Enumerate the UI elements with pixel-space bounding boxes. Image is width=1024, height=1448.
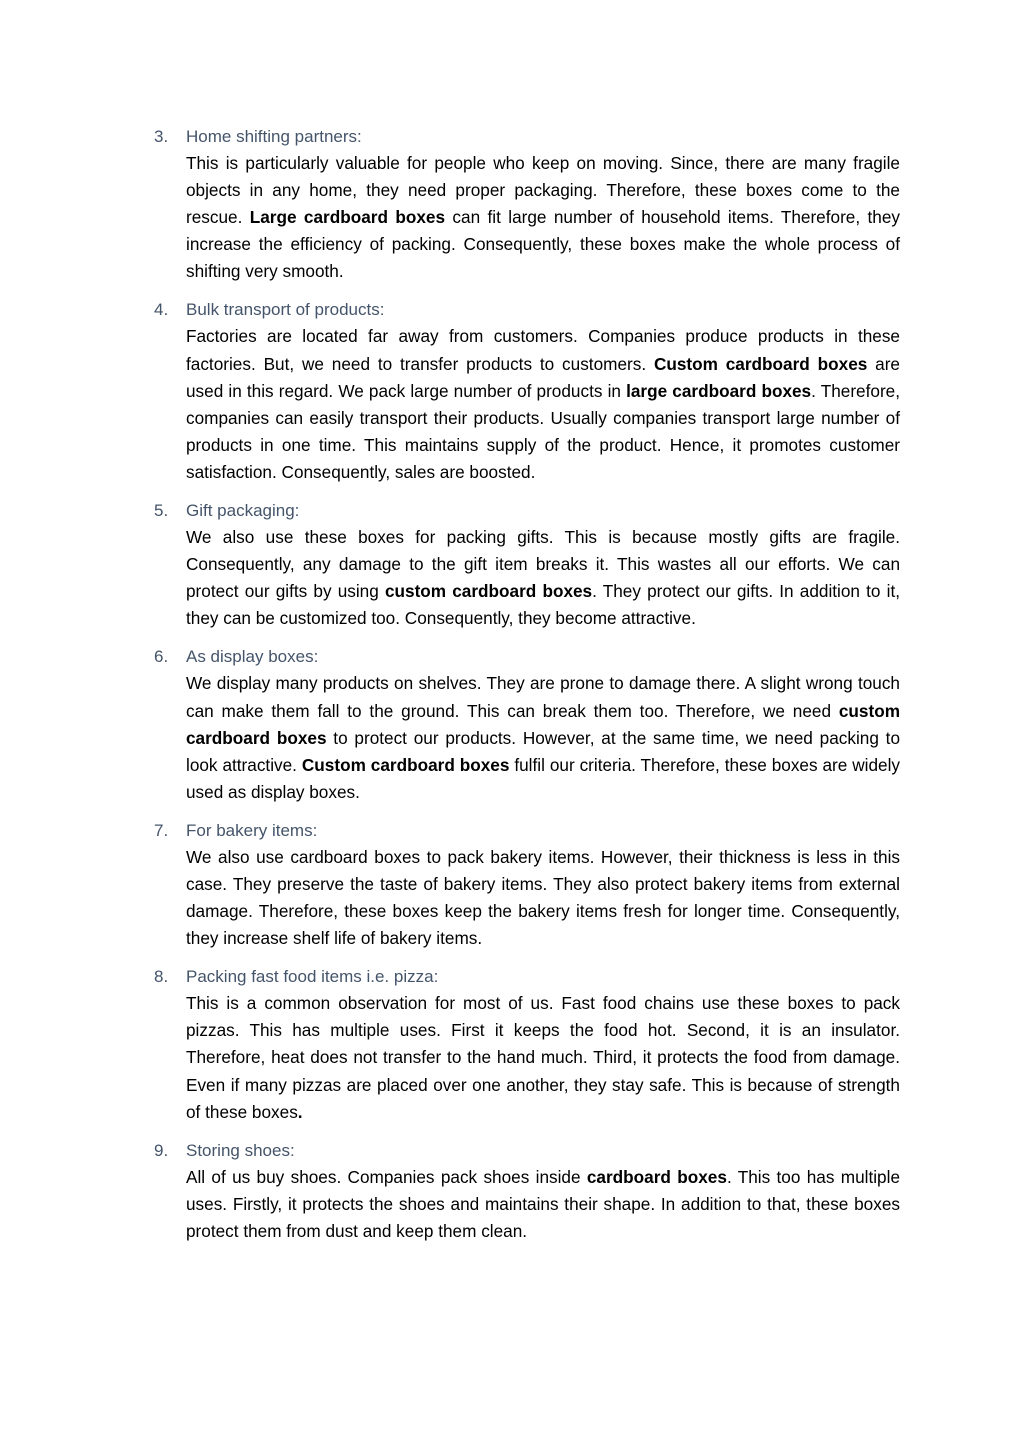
list-item-number: 4.	[154, 300, 169, 320]
paragraph-text: . This too has multiple uses. Firstly, it protects the shoes and maintains their shape. In addition to that, these boxes protect them from dust and keep them clean.	[186, 1166, 900, 1241]
list-item-heading: Storing shoes:	[186, 1140, 295, 1160]
list-item	[154, 123, 900, 285]
list-item-number: 7.	[154, 820, 169, 840]
list-item-paragraph	[186, 323, 900, 486]
paragraph-text: This is particularly valuable for people who keep on moving. Since, there are many fragile objects in any home, they need proper packaging. Therefore, these boxes come to the rescue.	[186, 153, 900, 228]
paragraph-text: . They protect our gifts. In addition to it, they can be customized too. Consequently, they become attractive.	[186, 581, 900, 629]
paragraph-text: We display many products on shelves. They are prone to damage there. A slight wrong touch can make them fall to the ground. This can break them too. Therefore, we need	[186, 673, 900, 721]
paragraph-text: We also use cardboard boxes to pack bakery items. However, their thickness is less in this case. They preserve the taste of bakery items. They also protect bakery items from external damage. Therefore, these boxes keep the bakery items fresh for longer time. Consequently, they increase shelf life of bakery items.	[186, 846, 900, 949]
paragraph-text: are used in this regard. We pack large number of products in	[186, 353, 900, 401]
list-item-heading: As display boxes:	[186, 647, 319, 667]
list-item-paragraph	[186, 150, 900, 285]
list-item-heading: Packing fast food items i.e. pizza:	[186, 967, 439, 987]
list-item	[154, 497, 900, 632]
list-item-number: 6.	[154, 647, 169, 667]
numbered-list	[154, 123, 900, 1256]
list-item-paragraph	[186, 524, 900, 632]
bold-keyword: cardboard boxes	[586, 1166, 727, 1187]
list-item-number: 9.	[154, 1140, 169, 1160]
paragraph-text: . Therefore, companies can easily transport their products. Usually companies transport large number of products in one time. This maintains supply of the product. Hence, it promotes customer satisfaction. Consequently, sales are boosted.	[186, 380, 900, 482]
list-item-number: 3.	[154, 127, 169, 146]
list-item-paragraph	[186, 990, 900, 1125]
list-item-heading: Home shifting partners:	[186, 127, 362, 146]
bold-keyword: Custom cardboard boxes	[653, 353, 868, 374]
list-item	[154, 963, 900, 1125]
list-item-number: 8.	[154, 967, 169, 987]
list-item	[154, 1137, 900, 1245]
list-item	[154, 296, 900, 486]
list-item-number: 5.	[154, 501, 169, 521]
paragraph-text: This is a common observation for most of us. Fast food chains use these boxes to pack pizzas. This has multiple uses. First it keeps the food hot. Second, it is an insulator. Therefore, heat does not transfer to the hand much. Third, it protects the food from damage. Even if many pizzas are placed over one another, they stay safe. This is because of strength of these boxes	[186, 993, 900, 1122]
list-item-heading: Bulk transport of products:	[186, 300, 385, 320]
paragraph-text: We also use these boxes for packing gifts. This is because mostly gifts are fragile. Consequently, any damage to the gift item breaks it. This wastes all our efforts. We can protect our gifts by using	[186, 527, 900, 602]
bold-keyword: custom cardboard boxes	[186, 700, 900, 748]
list-item	[154, 817, 900, 952]
list-item-heading: For bakery items:	[186, 820, 318, 840]
bold-keyword: Custom cardboard boxes	[301, 754, 510, 775]
list-item	[154, 643, 900, 805]
bold-keyword: .	[297, 1101, 303, 1122]
bold-keyword: large cardboard boxes	[626, 380, 812, 401]
paragraph-text: fulfil our criteria. Therefore, these boxes are widely used as display boxes.	[186, 754, 901, 802]
paragraph-text: All of us buy shoes. Companies pack shoes inside	[186, 1166, 587, 1187]
bold-keyword: custom cardboard boxes	[384, 581, 593, 602]
list-item-paragraph	[186, 1164, 900, 1245]
list-item-paragraph	[186, 844, 900, 952]
paragraph-text: to protect our products. However, at the same time, we need packing to look attractive.	[186, 727, 900, 775]
list-item-heading: Gift packaging:	[186, 501, 300, 521]
paragraph-text: Factories are located far away from customers. Companies produce products in these factories. But, we need to transfer products to customers.	[186, 326, 900, 374]
bold-keyword: Large cardboard boxes	[249, 207, 446, 228]
paragraph-text: can fit large number of household items. Therefore, they increase the efficiency of packing. Consequently, these boxes make the whole process of shifting very smooth.	[186, 207, 901, 282]
list-item-paragraph	[186, 670, 900, 805]
